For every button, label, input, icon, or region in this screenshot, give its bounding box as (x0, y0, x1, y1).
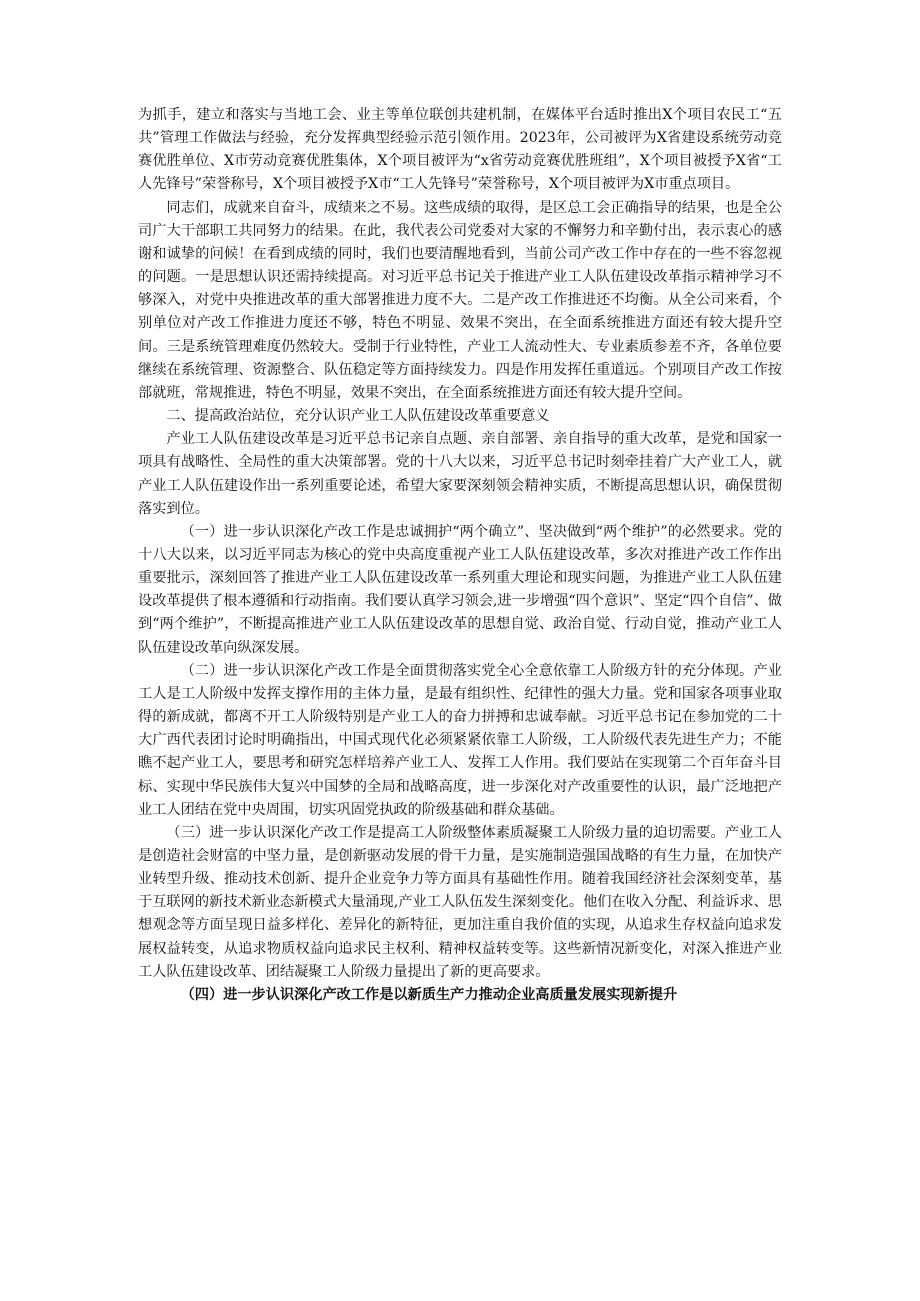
paragraph-point-one: （一）进一步认识深化产改工作是忠诚拥护“两个确立”、坚决做到“两个维护”的必然要求。党的十八大以来，以习近平同志为核心的党中央高度重视产业工人队伍建设改革，多次对推进产改工作作出重要批示，深刻回答了推进产业工人队伍建设改革一系列重大理论和现实问题，为推进产业工人队伍建设改革提供了根本遵循和行动指南。我们要认真学习领会,进一步增强“四个意识”、坚定“四个自信”、做到“两个维护”，不断提高推进产业工人队伍建设改革的思想自觉、政治自觉、行动自觉，推动产业工人队伍建设改革向纵深发展。 (138, 523, 782, 656)
paragraph-awards: 为抓手，建立和落实与当地工会、业主等单位联创共建机制，在媒体平台适时推出X个项目农民工“五共”管理工作做法与经验，充分发挥典型经验示范引领作用。2023年，公司被评为X省建设系统劳动竞赛优胜单位、X市劳动竞赛优胜集体，X个项目被评为“x省劳动竞赛优胜班组”，X个项目被授予X省“工人先锋号”荣誉称号，X个项目被授予X市“工人先锋号”荣誉称号，X个项目被评为X市重点项目。 (138, 107, 782, 193)
paragraph-problems: 同志们，成就来自奋斗，成绩来之不易。这些成绩的取得，是区总工会正确指导的结果，也是全公司广大干部职工共同努力的结果。在此，我代表公司党委对大家的不懈努力和辛勤付出，表示衷心的感谢和诚挚的问候！在看到成绩的同时，我们也要清醒地看到，当前公司产改工作中存在的一些不容忽视的问题。一是思想认识还需持续提高。对习近平总书记关于推进产业工人队伍建设改革指示精神学习不够深入，对党中央推进改革的重大部署推进力度不大。二是产改工作推进还不均衡。从全公司来看，个别单位对产改工作推进力度还不够，特色不明显、效果不突出，在全面系统推进方面还有较大提升空间。三是系统管理难度仍然较大。受制于行业特性，产业工人流动性大、专业素质参差不齐，各单位要继续在系统管理、资源整合、队伍稳定等方面持续发力。四是作用发挥任重道远。个别项目产改工作按部就班，常规推进，特色不明显，效果不突出，在全面系统推进方面还有较大提升空间。 (138, 199, 782, 401)
paragraph-point-two: （二）进一步认识深化产改工作是全面贯彻落实党全心全意依靠工人阶级方针的充分体现。产业工人是工人阶级中发挥支撑作用的主体力量，是最有组织性、纪律性的强大力量。党和国家各项事业取得的新成就，都离不开工人阶级特别是产业工人的奋力拼搏和忠诚奉献。习近平总书记在参加党的二十大广西代表团讨论时明确指出，中国式现代化必须紧紧依靠工人阶级，工人阶级代表先进生产力；不能瞧不起产业工人，要思考和研究怎样培养产业工人、发挥工人作用。我们要站在实现第二个百年奋斗目标、实现中华民族伟大复兴中国梦的全局和战略高度，进一步深化对产改重要性的认识，最广泛地把产业工人团结在党中央周围，切实巩固党执政的阶级基础和群众基础。 (138, 662, 782, 818)
document-page (138, 104, 782, 1007)
section-heading-two: 二、提高政治站位，充分认识产业工人队伍建设改革重要意义 (166, 408, 550, 425)
paragraph-point-three: （三）进一步认识深化产改工作是提高工人阶级整体素质凝聚工人阶级力量的迫切需要。产业工人是创造社会财富的中坚力量，是创新驱动发展的骨干力量，是实施制造强国战略的有生力量，在加快产业转型升级、推动技术创新、提升企业竞争力等方面具有基础性作用。随着我国经济社会深刻变革，基于互联网的新技术新业态新模式大量涌现,产业工人队伍发生深刻变化。他们在收入分配、利益诉求、思想观念等方面呈现日益多样化、差异化的新特征，更加注重自我价值的实现，从追求生存权益向追求发展权益转变，从追求物质权益向追求民主权利、精神权益转变等。这些新情况新变化，对深入推进产业工人队伍建设改革、团结凝聚工人阶级力量提出了新的更高要求。 (138, 824, 782, 980)
paragraph-section-intro: 产业工人队伍建设改革是习近平总书记亲自点题、亲自部署、亲自指导的重大改革，是党和国家一项具有战略性、全局性的重大决策部署。党的十八大以来，习近平总书记时刻牵挂着广大产业工人，就产业工人队伍建设作出一系列重要论述，希望大家要深刻领会精神实质，不断提高思想认识，确保贯彻落实到位。 (138, 431, 782, 517)
subheading-point-four: （四）进一步认识深化产改工作是以新质生产力推动企业高质量发展实现新提升 (180, 986, 678, 1003)
